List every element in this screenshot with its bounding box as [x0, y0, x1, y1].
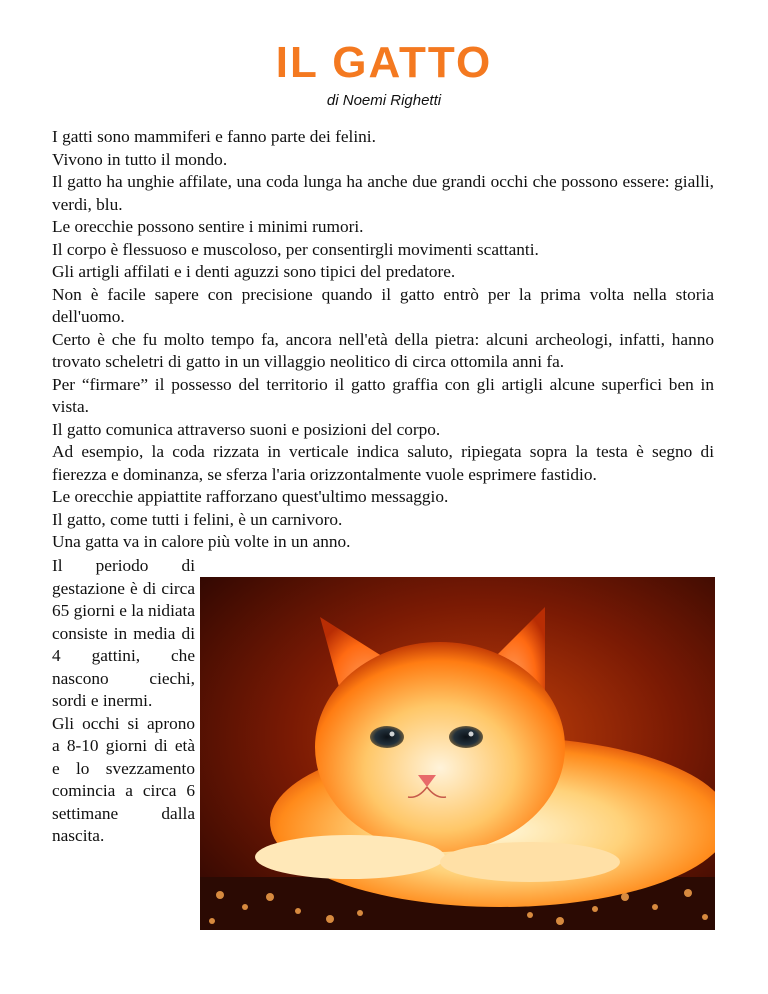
paragraph: Ad esempio, la coda rizzata in verticale indica saluto, ripiegata sopra la testa è segno di fierezza e dominanza, se sferza l'aria orizzontalmente vuole esprimere fastidio.: [52, 442, 714, 484]
paragraph: Non è facile sapere con precisione quando il gatto entrò per la prima volta nella storia dell'uomo.: [52, 284, 714, 326]
kitten-photo: [200, 577, 715, 930]
paragraph: Vivono in tutto il mondo.: [52, 149, 228, 169]
paragraph: I gatti sono mammiferi e fanno parte dei felini.: [52, 127, 376, 146]
page-title: IL GATTO: [275, 38, 493, 87]
paragraph: Il gatto comunica attraverso suoni e posizioni del corpo.: [52, 419, 441, 439]
side-paragraph: Gli occhi si aprono a 8-10 giorni di età e lo svezzamento comincia a circa 6 settimane dalla nascita.: [52, 713, 195, 845]
kitten-head: [315, 642, 565, 852]
paragraph: Le orecchie appiattite rafforzano quest'ultimo messaggio.: [52, 487, 449, 506]
article-body: [52, 126, 714, 554]
kitten-illustration: [200, 577, 715, 930]
right-paw: [440, 842, 620, 882]
right-eye: [449, 726, 483, 748]
side-paragraph: Il periodo di gestazione è di circa 65 giorni e la nidiata consiste in media di 4 gattini, che nascono ciechi, sordi e inermi.: [52, 556, 196, 710]
side-column: [52, 555, 195, 848]
left-eye: [370, 726, 404, 748]
paragraph: Il gatto, come tutti i felini, è un carnivoro.: [52, 509, 343, 529]
paragraph: Gli artigli affilati e i denti aguzzi sono tipici del predatore.: [52, 262, 456, 281]
paragraph: Le orecchie possono sentire i minimi rumori.: [52, 217, 364, 236]
paragraph: Il corpo è flessuoso e muscoloso, per consentirgli movimenti scattanti.: [52, 239, 539, 259]
author-byline: di Noemi Righetti: [326, 92, 442, 109]
paragraph: Per “firmare” il possesso del territorio il gatto graffia con gli artigli alcune superfici ben in vista.: [52, 374, 714, 416]
paragraph: Il gatto ha unghie affilate, una coda lunga ha anche due grandi occhi che possono essere: gialli, verdi, blu.: [52, 172, 714, 214]
paragraph: Certo è che fu molto tempo fa, ancora nell'età della pietra: alcuni archeologi, infatti, hanno trovato scheletri di gatto in un villaggio neolitico di circa ottomila anni fa.: [52, 329, 714, 371]
paragraph: Una gatta va in calore più volte in un anno.: [52, 532, 351, 551]
left-paw: [255, 835, 445, 879]
